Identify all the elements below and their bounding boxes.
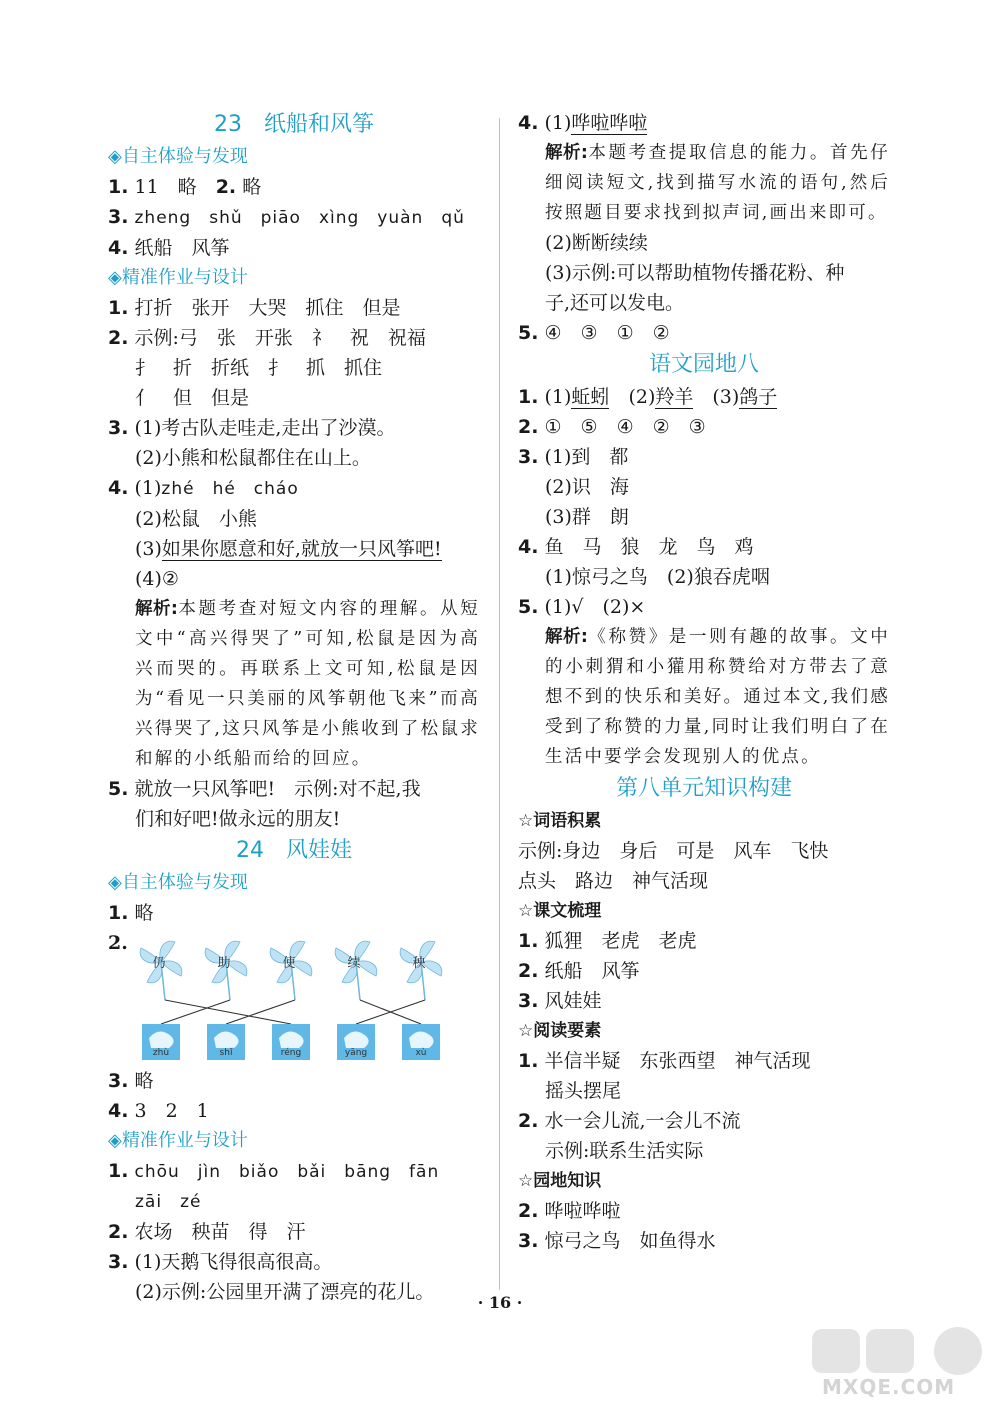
answer-line: 4. (1)zhé hé cháo bbox=[108, 477, 299, 499]
page-number: · 16 · bbox=[477, 1293, 523, 1312]
pinwheel-character: 续 bbox=[347, 956, 361, 971]
pinyin-box bbox=[402, 1024, 440, 1060]
explanation: 解析:本题考查对短文内容的理解。从短文中“高兴得哭了”可知,松鼠是因为高兴而哭的。再联系上文可知,松鼠是因为“看见一只美丽的风筝朝他飞来”而高兴得哭了,这只风筝是小熊收到了松鼠求和解的小纸船而给的回应。 bbox=[135, 599, 481, 769]
answer-line: (2)识 海 bbox=[545, 476, 629, 498]
answer-line: 4. 纸船 风筝 bbox=[108, 237, 230, 259]
watermark-text: MXQE.COM bbox=[822, 1375, 956, 1399]
answer-line: 3. (1)天鹅飞得很高很高。 bbox=[108, 1251, 333, 1273]
answer-line: (3)如果你愿意和好,就放一只风筝吧! bbox=[135, 538, 442, 560]
answer-line: (2)松鼠 小熊 bbox=[135, 508, 257, 530]
answer-line: 5. (1)√ (2)× bbox=[518, 596, 646, 618]
unit-summary-title: 第八单元知识构建 bbox=[615, 776, 792, 801]
yuandi-title: 语文园地八 bbox=[648, 352, 759, 377]
answer-line: 5. 就放一只风筝吧! 示例:对不起,我 bbox=[108, 778, 421, 800]
pinwheel-character: 秧 bbox=[412, 956, 426, 971]
column-divider bbox=[499, 118, 500, 1290]
answer-line: 3. 惊弓之鸟 如鱼得水 bbox=[518, 1230, 716, 1252]
svg-text:réng: réng bbox=[280, 1048, 302, 1058]
explanation: 解析:《称赞》是一则有趣的故事。文中的小刺猬和小獾用称赞给对方带去了意想不到的快乐和美好。通过本文,我们感受到了称赞的力量,同时让我们明白了在生活中要学会发现别人的优点。 bbox=[545, 627, 891, 767]
heading-garden-knowledge: ☆园地知识 bbox=[518, 1171, 602, 1191]
match-line bbox=[226, 1000, 295, 1024]
left-column bbox=[108, 108, 480, 1307]
answer-line: 2. 纸船 风筝 bbox=[518, 960, 640, 982]
pinyin-box bbox=[337, 1024, 375, 1060]
answer-line: (2)示例:公园里开满了漂亮的花儿。 bbox=[135, 1281, 435, 1303]
pinwheel-icon bbox=[270, 941, 312, 1000]
pinyin-box bbox=[142, 1024, 180, 1060]
answer-line: 1. chōu jìn biǎo bǎi bāng fān bbox=[108, 1160, 440, 1182]
answer-line: 3. (1)考古队走哇走,走出了沙漠。 bbox=[108, 417, 396, 439]
lesson-24-title: 24 风娃娃 bbox=[236, 838, 352, 863]
answer-line: (1)惊弓之鸟 (2)狼吞虎咽 bbox=[545, 566, 770, 588]
answer-number: 2. bbox=[108, 932, 128, 954]
pinwheel-icon bbox=[140, 941, 182, 1000]
matching-diagram bbox=[108, 928, 480, 1066]
answer-line: 1. 狐狸 老虎 老虎 bbox=[518, 930, 697, 952]
right-column bbox=[518, 108, 890, 1256]
answer-line: 2. 哗啦哗啦 bbox=[518, 1200, 621, 1222]
svg-text:xù: xù bbox=[415, 1048, 427, 1058]
answer-line: zāi zé bbox=[135, 1192, 202, 1212]
answer-line: 2. ① ⑤ ④ ② ③ bbox=[518, 416, 706, 438]
pinwheel-icon bbox=[335, 941, 377, 1000]
pinwheel-matching-svg bbox=[108, 928, 480, 1066]
answer-line: 子,还可以发电。 bbox=[545, 292, 685, 314]
answer-line: (4)② bbox=[135, 568, 179, 590]
answer-line: 5. ④ ③ ① ② bbox=[518, 322, 670, 344]
answer-line: 2. 农场 秧苗 得 汗 bbox=[108, 1221, 306, 1243]
answer-line: 1. 略 bbox=[108, 902, 154, 924]
pinwheel-character: 仍 bbox=[152, 956, 166, 971]
pinwheel-icon bbox=[205, 941, 247, 1000]
answer-line: 4. 3 2 1 bbox=[108, 1100, 209, 1122]
answer-line: 1. 打折 张开 大哭 抓住 但是 bbox=[108, 297, 401, 319]
heading-vocabulary: ☆词语积累 bbox=[518, 811, 602, 831]
heading-text-review: ☆课文梳理 bbox=[518, 901, 602, 921]
pinwheel-character: 助 bbox=[217, 956, 231, 971]
pinyin-box bbox=[207, 1024, 245, 1060]
svg-text:shǐ: shǐ bbox=[219, 1048, 233, 1058]
answer-line: 1. 11 略 2. 略 bbox=[108, 176, 262, 198]
match-line bbox=[165, 1000, 291, 1024]
heading-reading-elements: ☆阅读要素 bbox=[518, 1021, 602, 1041]
answer-line: (2)断断续续 bbox=[545, 232, 648, 254]
section-self-experience: ◈自主体验与发现 bbox=[108, 146, 248, 167]
answer-line: 4. (1)哗啦哗啦 bbox=[518, 112, 648, 134]
answer-line: (3)示例:可以帮助植物传播花粉、种 bbox=[545, 262, 845, 284]
answer-line: 1. 半信半疑 东张西望 神气活现 bbox=[518, 1050, 811, 1072]
pinwheel-icon bbox=[400, 941, 442, 1000]
section-precise-homework: ◈精准作业与设计 bbox=[108, 267, 248, 288]
answer-line: 2. 水一会儿流,一会儿不流 bbox=[518, 1110, 741, 1132]
answer-line: 亻 但 但是 bbox=[135, 387, 250, 409]
answer-line: 点头 路边 神气活现 bbox=[518, 870, 709, 892]
section-precise-homework: ◈精准作业与设计 bbox=[108, 1130, 248, 1151]
answer-line: 示例:联系生活实际 bbox=[545, 1140, 704, 1162]
answer-line: 3. zheng shǔ piāo xìng yuàn qǔ bbox=[108, 206, 465, 228]
explanation: 解析:本题考查提取信息的能力。首先仔细阅读短文,找到描写水流的语句,然后按照题目要求找到拟声词,画出来即可。 bbox=[545, 143, 891, 223]
answer-line: 2. 示例:弓 张 开张 礻 祝 祝福 bbox=[108, 327, 426, 349]
answer-line: 扌 折 折纸 扌 抓 抓住 bbox=[135, 357, 383, 379]
answer-line: 们和好吧!做永远的朋友! bbox=[135, 808, 341, 830]
answer-line: 摇头摆尾 bbox=[545, 1080, 622, 1102]
match-line bbox=[356, 1000, 425, 1024]
svg-text:yāng: yāng bbox=[344, 1048, 368, 1058]
answer-line: 4. 鱼 马 狼 龙 鸟 鸡 bbox=[518, 536, 754, 558]
answer-line: 3. (1)到 都 bbox=[518, 446, 629, 468]
lesson-23-title: 23 纸船和风筝 bbox=[214, 112, 374, 137]
answer-line: 3. 风娃娃 bbox=[518, 990, 602, 1012]
answer-line: 1. (1)蚯蚓 (2)羚羊 (3)鸽子 bbox=[518, 386, 778, 408]
pinwheel-character: 使 bbox=[282, 956, 296, 971]
svg-text:zhù: zhù bbox=[152, 1048, 170, 1058]
answer-line: 3. 略 bbox=[108, 1070, 154, 1092]
section-self-experience: ◈自主体验与发现 bbox=[108, 872, 248, 893]
pinyin-box bbox=[272, 1024, 310, 1060]
answer-line: 示例:身边 身后 可是 风车 飞快 bbox=[518, 840, 829, 862]
answer-line: (2)小熊和松鼠都住在山上。 bbox=[135, 447, 371, 469]
answer-line: (3)群 朗 bbox=[545, 506, 629, 528]
match-line bbox=[161, 1000, 230, 1024]
